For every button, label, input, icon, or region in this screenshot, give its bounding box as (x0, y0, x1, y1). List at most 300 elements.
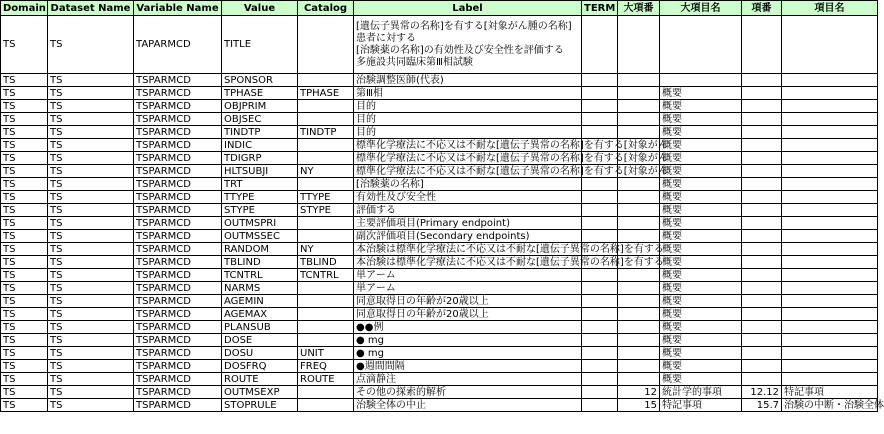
cell-label[interactable]: 点滴静注 (354, 373, 582, 386)
cell-domain[interactable]: TS (1, 139, 48, 152)
cell-label[interactable] (354, 16, 582, 74)
cell-variable-name[interactable]: TSPARMCD (134, 126, 222, 139)
cell-label[interactable]: 本治験は標準化学療法に不応又は不耐な[遺伝子異常の名称]を有する (354, 256, 582, 269)
cell-item-name[interactable] (782, 113, 878, 126)
cell-item-no[interactable] (742, 308, 782, 321)
cell-item-no[interactable] (742, 217, 782, 230)
cell-dataset-name[interactable]: TS (48, 152, 134, 165)
cell-item-no[interactable] (742, 74, 782, 87)
cell-dataset-name[interactable]: TS (48, 269, 134, 282)
cell-label[interactable]: ●●例 (354, 321, 582, 334)
cell-domain[interactable]: TS (1, 269, 48, 282)
cell-catalog[interactable] (298, 334, 354, 347)
cell-dataset-name[interactable]: TS (48, 295, 134, 308)
cell-dataset-name[interactable]: TS (48, 191, 134, 204)
cell-domain[interactable]: TS (1, 191, 48, 204)
cell-term[interactable] (582, 308, 618, 321)
cell-label[interactable]: 標準化学療法に不応又は不耐な[遺伝子異常の名称]を有する[対象がん (354, 152, 582, 165)
cell-major-name[interactable]: 概要 (660, 87, 742, 100)
header-cell-dataset-name[interactable]: Dataset Name (48, 1, 134, 16)
cell-major-name[interactable]: 概要 (660, 139, 742, 152)
cell-label[interactable]: 標準化学療法に不応又は不耐な[遺伝子異常の名称]を有する[対象がん (354, 139, 582, 152)
cell-catalog[interactable] (298, 321, 354, 334)
cell-domain[interactable]: TS (1, 360, 48, 373)
cell-variable-name[interactable]: TSPARMCD (134, 321, 222, 334)
cell-domain[interactable]: TS (1, 178, 48, 191)
cell-item-name[interactable] (782, 360, 878, 373)
cell-major-name[interactable] (660, 16, 742, 74)
cell-major-no[interactable] (618, 126, 660, 139)
cell-value[interactable]: OBJSEC (222, 113, 298, 126)
cell-item-name[interactable] (782, 100, 878, 113)
cell-domain[interactable]: TS (1, 113, 48, 126)
cell-catalog[interactable] (298, 308, 354, 321)
cell-variable-name[interactable]: TSPARMCD (134, 152, 222, 165)
cell-domain[interactable]: TS (1, 230, 48, 243)
cell-term[interactable] (582, 16, 618, 74)
cell-item-name[interactable] (782, 178, 878, 191)
cell-major-name[interactable]: 概要 (660, 126, 742, 139)
cell-variable-name[interactable]: TSPARMCD (134, 399, 222, 412)
cell-term[interactable] (582, 191, 618, 204)
cell-value[interactable]: TINDTP (222, 126, 298, 139)
cell-value[interactable]: DOSFRQ (222, 360, 298, 373)
cell-dataset-name[interactable]: TS (48, 16, 134, 74)
cell-catalog[interactable] (298, 113, 354, 126)
cell-term[interactable] (582, 295, 618, 308)
cell-dataset-name[interactable]: TS (48, 282, 134, 295)
cell-variable-name[interactable]: TSPARMCD (134, 100, 222, 113)
cell-catalog[interactable] (298, 217, 354, 230)
cell-major-name[interactable]: 概要 (660, 282, 742, 295)
cell-item-no[interactable] (742, 165, 782, 178)
cell-value[interactable]: TITLE (222, 16, 298, 74)
cell-domain[interactable]: TS (1, 126, 48, 139)
cell-item-name[interactable] (782, 295, 878, 308)
cell-item-no[interactable]: 15.7 (742, 399, 782, 412)
cell-domain[interactable]: TS (1, 74, 48, 87)
cell-major-name[interactable]: 概要 (660, 347, 742, 360)
cell-item-name[interactable] (782, 217, 878, 230)
cell-major-name[interactable]: 概要 (660, 152, 742, 165)
cell-item-no[interactable] (742, 360, 782, 373)
cell-dataset-name[interactable]: TS (48, 178, 134, 191)
cell-dataset-name[interactable]: TS (48, 230, 134, 243)
cell-variable-name[interactable]: TSPARMCD (134, 295, 222, 308)
cell-catalog[interactable] (298, 386, 354, 399)
cell-label[interactable]: 単アーム (354, 282, 582, 295)
cell-term[interactable] (582, 360, 618, 373)
cell-variable-name[interactable]: TSPARMCD (134, 334, 222, 347)
cell-item-no[interactable] (742, 282, 782, 295)
cell-variable-name[interactable]: TSPARMCD (134, 87, 222, 100)
cell-item-name[interactable]: 治験の中断・治験全体 (782, 399, 878, 412)
cell-item-name[interactable] (782, 191, 878, 204)
cell-catalog[interactable]: NY (298, 165, 354, 178)
cell-major-name[interactable]: 概要 (660, 243, 742, 256)
cell-variable-name[interactable]: TSPARMCD (134, 308, 222, 321)
cell-major-name[interactable]: 概要 (660, 204, 742, 217)
cell-variable-name[interactable]: TSPARMCD (134, 191, 222, 204)
cell-major-name[interactable]: 概要 (660, 269, 742, 282)
cell-label[interactable]: 主要評価項目(Primary endpoint) (354, 217, 582, 230)
cell-catalog[interactable] (298, 178, 354, 191)
cell-major-name[interactable]: 概要 (660, 308, 742, 321)
cell-item-name[interactable] (782, 282, 878, 295)
cell-major-no[interactable] (618, 321, 660, 334)
cell-major-no[interactable] (618, 334, 660, 347)
cell-item-name[interactable] (782, 256, 878, 269)
cell-major-name[interactable]: 統計学的事項 (660, 386, 742, 399)
cell-variable-name[interactable]: TSPARMCD (134, 217, 222, 230)
cell-domain[interactable]: TS (1, 217, 48, 230)
cell-dataset-name[interactable]: TS (48, 243, 134, 256)
cell-catalog[interactable]: ROUTE (298, 373, 354, 386)
cell-value[interactable]: HLTSUBJI (222, 165, 298, 178)
header-cell-item-no[interactable]: 項番 (742, 1, 782, 16)
cell-catalog[interactable] (298, 230, 354, 243)
cell-variable-name[interactable]: TSPARMCD (134, 165, 222, 178)
cell-variable-name[interactable]: TSPARMCD (134, 74, 222, 87)
cell-value[interactable]: PLANSUB (222, 321, 298, 334)
cell-item-no[interactable] (742, 191, 782, 204)
cell-major-name[interactable]: 概要 (660, 217, 742, 230)
cell-catalog[interactable] (298, 16, 354, 74)
cell-dataset-name[interactable]: TS (48, 360, 134, 373)
cell-major-no[interactable] (618, 295, 660, 308)
cell-major-name[interactable]: 特記事項 (660, 399, 742, 412)
cell-catalog[interactable] (298, 152, 354, 165)
cell-catalog[interactable]: UNIT (298, 347, 354, 360)
cell-value[interactable]: OBJPRIM (222, 100, 298, 113)
cell-term[interactable] (582, 113, 618, 126)
cell-dataset-name[interactable]: TS (48, 256, 134, 269)
cell-item-no[interactable] (742, 334, 782, 347)
cell-item-name[interactable] (782, 74, 878, 87)
cell-label[interactable]: 評価する (354, 204, 582, 217)
cell-value[interactable]: INDIC (222, 139, 298, 152)
cell-value[interactable]: SPONSOR (222, 74, 298, 87)
cell-item-no[interactable] (742, 152, 782, 165)
cell-domain[interactable]: TS (1, 87, 48, 100)
cell-label[interactable]: ●週間間隔 (354, 360, 582, 373)
cell-domain[interactable]: TS (1, 334, 48, 347)
cell-term[interactable] (582, 373, 618, 386)
cell-value[interactable]: TRT (222, 178, 298, 191)
cell-value[interactable]: DOSU (222, 347, 298, 360)
cell-variable-name[interactable]: TSPARMCD (134, 204, 222, 217)
cell-dataset-name[interactable]: TS (48, 373, 134, 386)
cell-value[interactable]: OUTMSSEC (222, 230, 298, 243)
cell-term[interactable] (582, 230, 618, 243)
cell-label[interactable]: その他の探索的解析 (354, 386, 582, 399)
cell-dataset-name[interactable]: TS (48, 321, 134, 334)
cell-variable-name[interactable]: TSPARMCD (134, 282, 222, 295)
cell-catalog[interactable]: TBLIND (298, 256, 354, 269)
cell-domain[interactable]: TS (1, 256, 48, 269)
cell-dataset-name[interactable]: TS (48, 386, 134, 399)
cell-variable-name[interactable]: TSPARMCD (134, 360, 222, 373)
cell-label[interactable]: 同意取得日の年齢が20歳以上 (354, 295, 582, 308)
cell-dataset-name[interactable]: TS (48, 334, 134, 347)
cell-variable-name[interactable]: TSPARMCD (134, 373, 222, 386)
cell-item-no[interactable] (742, 16, 782, 74)
cell-item-no[interactable] (742, 295, 782, 308)
cell-label[interactable]: [治験薬の名称] (354, 178, 582, 191)
cell-catalog[interactable] (298, 295, 354, 308)
cell-major-no[interactable] (618, 204, 660, 217)
cell-value[interactable]: OUTMSEXP (222, 386, 298, 399)
cell-major-name[interactable]: 概要 (660, 334, 742, 347)
cell-major-name[interactable]: 概要 (660, 230, 742, 243)
cell-item-name[interactable]: 特記事項 (782, 386, 878, 399)
cell-catalog[interactable] (298, 100, 354, 113)
cell-term[interactable] (582, 100, 618, 113)
cell-dataset-name[interactable]: TS (48, 347, 134, 360)
cell-major-no[interactable] (618, 191, 660, 204)
cell-major-no[interactable] (618, 360, 660, 373)
cell-variable-name[interactable]: TAPARMCD (134, 16, 222, 74)
cell-value[interactable]: OUTMSPRI (222, 217, 298, 230)
cell-major-name[interactable]: 概要 (660, 321, 742, 334)
cell-value[interactable]: STYPE (222, 204, 298, 217)
cell-value[interactable]: DOSE (222, 334, 298, 347)
cell-label[interactable]: 目的 (354, 126, 582, 139)
cell-major-no[interactable] (618, 282, 660, 295)
cell-major-no[interactable] (618, 178, 660, 191)
cell-label[interactable]: 有効性及び安全性 (354, 191, 582, 204)
cell-item-no[interactable] (742, 204, 782, 217)
cell-item-name[interactable] (782, 204, 878, 217)
cell-label[interactable]: 副次評価項目(Secondary endpoints) (354, 230, 582, 243)
cell-domain[interactable]: TS (1, 243, 48, 256)
table-row (1, 243, 878, 256)
cell-major-no[interactable] (618, 217, 660, 230)
cell-domain[interactable]: TS (1, 282, 48, 295)
cell-term[interactable] (582, 204, 618, 217)
cell-major-no[interactable] (618, 16, 660, 74)
cell-domain[interactable]: TS (1, 295, 48, 308)
cell-major-name[interactable]: 概要 (660, 191, 742, 204)
cell-major-no[interactable] (618, 74, 660, 87)
cell-item-name[interactable] (782, 126, 878, 139)
cell-label[interactable]: 目的 (354, 100, 582, 113)
cell-variable-name[interactable]: TSPARMCD (134, 113, 222, 126)
cell-domain[interactable]: TS (1, 100, 48, 113)
cell-term[interactable] (582, 386, 618, 399)
cell-label[interactable]: 単アーム (354, 269, 582, 282)
cell-item-name[interactable] (782, 334, 878, 347)
header-cell-term[interactable]: TERM (582, 1, 618, 16)
cell-item-no[interactable] (742, 178, 782, 191)
cell-value[interactable]: TTYPE (222, 191, 298, 204)
cell-item-name[interactable] (782, 308, 878, 321)
cell-major-name[interactable]: 概要 (660, 360, 742, 373)
cell-label[interactable]: 治験調整医師(代表) (354, 74, 582, 87)
cell-domain[interactable]: TS (1, 308, 48, 321)
cell-major-name[interactable]: 概要 (660, 165, 742, 178)
cell-catalog[interactable]: TINDTP (298, 126, 354, 139)
header-cell-major-name[interactable]: 大項目名 (660, 1, 742, 16)
cell-item-name[interactable] (782, 165, 878, 178)
header-cell-major-no[interactable]: 大項番 (618, 1, 660, 16)
cell-catalog[interactable]: TPHASE (298, 87, 354, 100)
cell-dataset-name[interactable]: TS (48, 165, 134, 178)
cell-dataset-name[interactable]: TS (48, 399, 134, 412)
cell-term[interactable] (582, 321, 618, 334)
header-cell-item-name[interactable]: 項目名 (782, 1, 878, 16)
cell-term[interactable] (582, 178, 618, 191)
cell-label[interactable]: 治験全体の中止 (354, 399, 582, 412)
cell-variable-name[interactable]: TSPARMCD (134, 230, 222, 243)
cell-domain[interactable]: TS (1, 165, 48, 178)
cell-term[interactable] (582, 334, 618, 347)
cell-catalog[interactable]: NY (298, 243, 354, 256)
cell-item-no[interactable] (742, 243, 782, 256)
cell-item-no[interactable] (742, 113, 782, 126)
cell-value[interactable]: TDIGRP (222, 152, 298, 165)
cell-item-no[interactable] (742, 269, 782, 282)
cell-label[interactable]: 標準化学療法に不応又は不耐な[遺伝子異常の名称]を有する[対象がん (354, 165, 582, 178)
header-cell-catalog[interactable]: Catalog (298, 1, 354, 16)
cell-value[interactable]: NARMS (222, 282, 298, 295)
cell-domain[interactable]: TS (1, 152, 48, 165)
cell-dataset-name[interactable]: TS (48, 87, 134, 100)
cell-item-name[interactable] (782, 373, 878, 386)
cell-major-no[interactable] (618, 269, 660, 282)
cell-domain[interactable]: TS (1, 204, 48, 217)
cell-major-name[interactable]: 概要 (660, 295, 742, 308)
header-cell-label[interactable]: Label (354, 1, 582, 16)
cell-item-name[interactable] (782, 347, 878, 360)
cell-variable-name[interactable]: TSPARMCD (134, 178, 222, 191)
cell-label[interactable]: 第Ⅲ相 (354, 87, 582, 100)
cell-major-name[interactable]: 概要 (660, 256, 742, 269)
cell-major-no[interactable] (618, 113, 660, 126)
cell-term[interactable] (582, 217, 618, 230)
cell-variable-name[interactable]: TSPARMCD (134, 256, 222, 269)
cell-variable-name[interactable]: TSPARMCD (134, 347, 222, 360)
cell-item-no[interactable] (742, 373, 782, 386)
cell-domain[interactable]: TS (1, 321, 48, 334)
cell-value[interactable]: ROUTE (222, 373, 298, 386)
cell-item-name[interactable] (782, 230, 878, 243)
cell-item-no[interactable] (742, 87, 782, 100)
cell-variable-name[interactable]: TSPARMCD (134, 243, 222, 256)
cell-term[interactable] (582, 126, 618, 139)
cell-catalog[interactable]: TCNTRL (298, 269, 354, 282)
cell-variable-name[interactable]: TSPARMCD (134, 269, 222, 282)
cell-value[interactable]: AGEMAX (222, 308, 298, 321)
cell-dataset-name[interactable]: TS (48, 217, 134, 230)
cell-term[interactable] (582, 399, 618, 412)
cell-major-no[interactable] (618, 87, 660, 100)
cell-major-no[interactable] (618, 230, 660, 243)
cell-dataset-name[interactable]: TS (48, 308, 134, 321)
cell-value[interactable]: TCNTRL (222, 269, 298, 282)
cell-value[interactable]: RANDOM (222, 243, 298, 256)
cell-item-no[interactable]: 12.12 (742, 386, 782, 399)
cell-catalog[interactable] (298, 282, 354, 295)
header-cell-variable-name[interactable]: Variable Name (134, 1, 222, 16)
cell-major-no[interactable] (618, 347, 660, 360)
cell-variable-name[interactable]: TSPARMCD (134, 386, 222, 399)
cell-value[interactable]: STOPRULE (222, 399, 298, 412)
cell-dataset-name[interactable]: TS (48, 204, 134, 217)
cell-item-name[interactable] (782, 269, 878, 282)
cell-major-no[interactable]: 15 (618, 399, 660, 412)
header-cell-domain[interactable]: Domain (1, 1, 48, 16)
cell-catalog[interactable]: FREQ (298, 360, 354, 373)
cell-label[interactable]: ● mg (354, 347, 582, 360)
cell-major-no[interactable]: 12 (618, 386, 660, 399)
cell-term[interactable] (582, 87, 618, 100)
cell-item-no[interactable] (742, 347, 782, 360)
cell-item-name[interactable] (782, 16, 878, 74)
cell-label[interactable]: 本治験は標準化学療法に不応又は不耐な[遺伝子異常の名称]を有する (354, 243, 582, 256)
cell-value[interactable]: TPHASE (222, 87, 298, 100)
cell-item-no[interactable] (742, 230, 782, 243)
cell-major-name[interactable]: 概要 (660, 373, 742, 386)
cell-catalog[interactable] (298, 399, 354, 412)
table-row (1, 217, 878, 230)
cell-item-name[interactable] (782, 139, 878, 152)
cell-item-no[interactable] (742, 139, 782, 152)
cell-major-no[interactable] (618, 100, 660, 113)
cell-major-name[interactable]: 概要 (660, 100, 742, 113)
cell-dataset-name[interactable]: TS (48, 139, 134, 152)
cell-variable-name[interactable]: TSPARMCD (134, 139, 222, 152)
cell-catalog[interactable]: STYPE (298, 204, 354, 217)
cell-item-name[interactable] (782, 243, 878, 256)
cell-domain[interactable]: TS (1, 347, 48, 360)
cell-item-no[interactable] (742, 100, 782, 113)
cell-catalog[interactable] (298, 74, 354, 87)
cell-domain[interactable]: TS (1, 386, 48, 399)
cell-item-no[interactable] (742, 321, 782, 334)
cell-value[interactable]: AGEMIN (222, 295, 298, 308)
cell-value[interactable]: TBLIND (222, 256, 298, 269)
cell-item-name[interactable] (782, 321, 878, 334)
cell-dataset-name[interactable]: TS (48, 113, 134, 126)
cell-item-no[interactable] (742, 126, 782, 139)
cell-term[interactable] (582, 282, 618, 295)
cell-major-name[interactable]: 概要 (660, 178, 742, 191)
cell-dataset-name[interactable]: TS (48, 74, 134, 87)
cell-major-no[interactable] (618, 373, 660, 386)
cell-item-no[interactable] (742, 256, 782, 269)
cell-major-no[interactable] (618, 308, 660, 321)
cell-item-name[interactable] (782, 152, 878, 165)
header-cell-value[interactable]: Value (222, 1, 298, 16)
cell-dataset-name[interactable]: TS (48, 100, 134, 113)
cell-major-name[interactable] (660, 74, 742, 87)
cell-catalog[interactable]: TTYPE (298, 191, 354, 204)
cell-major-name[interactable]: 概要 (660, 113, 742, 126)
cell-catalog[interactable] (298, 139, 354, 152)
cell-domain[interactable]: TS (1, 373, 48, 386)
cell-domain[interactable]: TS (1, 399, 48, 412)
cell-domain[interactable]: TS (1, 16, 48, 74)
cell-term[interactable] (582, 347, 618, 360)
cell-label[interactable]: ● mg (354, 334, 582, 347)
cell-item-name[interactable] (782, 87, 878, 100)
cell-term[interactable] (582, 74, 618, 87)
cell-label[interactable]: 目的 (354, 113, 582, 126)
cell-dataset-name[interactable]: TS (48, 126, 134, 139)
cell-label[interactable]: 同意取得日の年齢が20歳以上 (354, 308, 582, 321)
cell-term[interactable] (582, 269, 618, 282)
